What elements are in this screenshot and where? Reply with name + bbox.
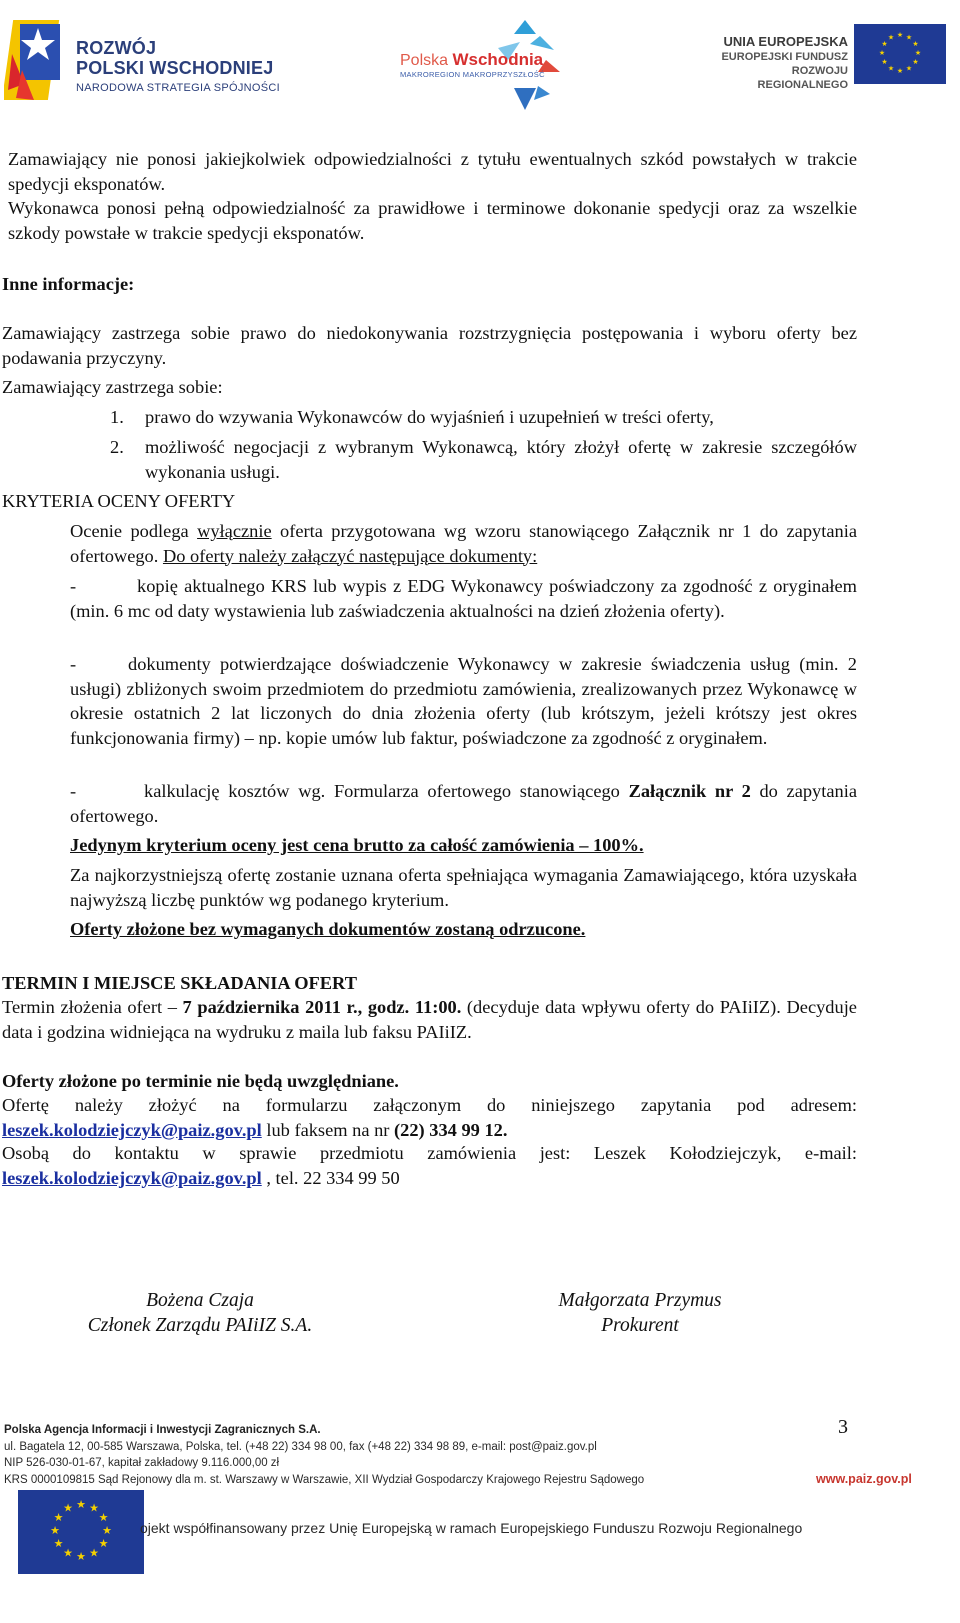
dash-2-marker: -	[70, 654, 77, 674]
rejection-notice: Oferty złożone bez wymaganych dokumentów zostaną odrzucone.	[70, 919, 586, 939]
deadline-paragraph	[2, 995, 857, 1044]
footer-line3: NIP 526-030-01-67, kapitał zakładowy 9.116.000,00 zł	[4, 1457, 280, 1469]
polska-word: Polska	[400, 52, 453, 69]
dash-1-marker: -	[70, 576, 77, 596]
svg-text:★: ★	[878, 49, 886, 57]
signature-right-role: Prokurent	[601, 1315, 679, 1336]
right-to-cancel-paragraph: Zamawiający zastrzega sobie prawo do niedokonywania rozstrzygnięcia postępowania i wyboru oferty bez podawania przyczyny.	[2, 323, 857, 368]
signature-right	[530, 1288, 750, 1338]
contractor-liability-paragraph: Wykonawca ponosi pełną odpowiedzialność za prawidłowe i terminowe dokonanie spedycji oraz za wszelkie szkody powstałe w trakcie spedycji eksponatów.	[8, 198, 857, 243]
footer-line1: Polska Agencja Informacji i Inwestycji Zagranicznych S.A.	[4, 1424, 321, 1436]
wschodnia-word: Wschodnia	[452, 50, 544, 69]
rozwoj-line3: NARODOWA STRATEGIA SPÓJNOŚCI	[76, 82, 280, 94]
rozwoj-line1: ROZWÓJ	[76, 38, 157, 58]
list-item-1-number: 1.	[110, 407, 124, 427]
unia-europejska-logo	[700, 24, 950, 91]
footer-line2: ul. Bagatela 12, 00-585 Warszawa, Polska, tel. (+48 22) 334 98 00, fax (+48 22) 334 98 89, e-mail: post@paiz.gov.pl	[4, 1440, 597, 1453]
svg-text:★: ★	[53, 1511, 64, 1524]
criteria-heading: KRYTERIA OCENY OFERTY	[2, 491, 236, 511]
submission-paragraph	[2, 1093, 857, 1142]
submission-text-a: Ofertę należy złożyć na formularzu załączonym do niniejszego zapytania pod adresem:	[2, 1095, 857, 1115]
dash-3-text	[70, 779, 857, 828]
svg-text:★: ★	[912, 58, 919, 66]
page-number: 3	[838, 1416, 848, 1438]
rozwoj-logo-text	[76, 38, 280, 94]
svg-text:★: ★	[76, 1550, 86, 1563]
sole-criterion: Jedynym kryterium oceny jest cena brutto za całość zamówienia – 100%.	[70, 835, 644, 855]
deadline-heading: TERMIN I MIEJSCE SKŁADANIA OFERT	[2, 973, 357, 993]
ue-line1: UNIA EUROPEJSKA	[723, 34, 848, 49]
dash-1-text: kopię aktualnego KRS lub wypis z EDG Wykonawcy poświadczony za zgodność z oryginałem (min. 6 mc od daty wystawienia lub zaświadczenia aktualności na dzień złożenia oferty).	[70, 576, 857, 621]
svg-text:★: ★	[905, 64, 913, 73]
footer-line4: KRS 0000109815 Sąd Rejonowy dla m. st. Warszawy w Warszawie, XII Wydział Gospodarczy Krajowego Rejestru Sądowego	[4, 1473, 645, 1486]
contact-text-a: Osobą do kontaktu w sprawie przedmiotu zamówienia jest: Leszek Kołodziejczyk, e-mail:	[2, 1143, 857, 1163]
svg-text:★: ★	[63, 1501, 73, 1515]
dash-2-text: dokumenty potwierdzające doświadczenie Wykonawcy w zakresie świadczenia usług (min. 2 usługi) zbliżonych swoim przedmiotem do przedmiotu zamówienia, zrealizowanych przez Wykonawcę w okresie ostatnich 2 lat liczonych do dnia złożenia oferty (lub krótszym, jeżeli krótszy jest okres funkcjonowania firmy) – np. kopie umów lub faktur, poświadczone za zgodność z oryginałem.	[70, 654, 857, 748]
late-offers-notice: Oferty złożone po terminie nie będą uwzględniane.	[2, 1071, 399, 1091]
deadline-date: 7 października 2011 r., godz. 11:00.	[182, 997, 462, 1017]
evaluation-exclusively: wyłącznie	[197, 521, 272, 541]
svg-text:★: ★	[896, 67, 904, 75]
other-info-heading: Inne informacje:	[2, 274, 135, 294]
footer-website: www.paiz.gov.pl	[816, 1472, 912, 1486]
signature-left-role: Członek Zarządu PAIiIZ S.A.	[87, 1315, 313, 1336]
svg-text:★: ★	[98, 1537, 109, 1550]
svg-text:★: ★	[912, 40, 919, 48]
list-item-1-text: prawo do wzywania Wykonawców do wyjaśnień i uzupełnień w treści oferty,	[145, 407, 714, 427]
fax-number: (22) 334 99 12.	[394, 1119, 508, 1140]
svg-text:★: ★	[881, 40, 888, 48]
svg-text:★: ★	[887, 33, 895, 42]
evaluation-paragraph	[70, 519, 857, 568]
dash-3-marker: -	[70, 781, 77, 801]
eu-flag-footer-icon	[18, 1490, 144, 1574]
dash-3-text-a: kalkulację kosztów wg. Formularza ofertowego stanowiącego	[144, 781, 629, 801]
evaluation-text-c: oferta przygotowana wg wzoru stanowiącego Załącznik nr 1 do zapytania ofertowego.	[70, 521, 857, 566]
svg-text:★: ★	[905, 33, 913, 42]
svg-text:★: ★	[89, 1501, 99, 1515]
rozwoj-star-logo-icon	[4, 14, 68, 104]
svg-text:★: ★	[76, 1498, 86, 1511]
svg-text:★: ★	[63, 1546, 73, 1560]
polska-wschodnia-title	[400, 50, 543, 70]
evaluation-text-a: Ocenie podlega	[70, 521, 198, 541]
signature-left	[70, 1288, 330, 1338]
rozwoj-polski-wschodniej-logo	[4, 14, 304, 104]
ue-line3: ROZWOJU REGIONALNEGO	[757, 65, 848, 91]
ue-logo-text	[700, 34, 848, 92]
svg-text:★: ★	[53, 1537, 64, 1550]
required-documents-label: Do oferty należy załączyć następujące dokumenty:	[162, 545, 538, 566]
footer-cofinancing-note: ojekt współfinansowany przez Unię Europejską w ramach Europejskiego Funduszu Rozwoju Regionalnego	[140, 1520, 803, 1536]
polska-wschodnia-subtitle: MAKROREGION MAKROPRZYSZŁOŚĆ	[400, 70, 545, 79]
dash-3-text-c: do zapytania ofertowego.	[70, 781, 857, 826]
signature-left-name: Bożena Czaja	[146, 1290, 254, 1311]
reserves-rights-label: Zamawiający zastrzega sobie:	[2, 377, 223, 397]
submission-email-link[interactable]: leszek.kolodziejczyk@paiz.gov.pl	[2, 1119, 262, 1140]
polska-wschodnia-logo	[398, 20, 588, 112]
ue-line2: EUROPEJSKI FUNDUSZ	[721, 51, 848, 63]
svg-text:★: ★	[887, 64, 895, 73]
contact-phone: , tel. 22 334 99 50	[261, 1167, 400, 1188]
contact-paragraph	[2, 1141, 857, 1190]
eu-flag-icon	[854, 24, 946, 84]
footer-company-info	[4, 1422, 644, 1488]
svg-text:★: ★	[50, 1524, 60, 1537]
svg-text:★: ★	[896, 31, 904, 39]
best-offer-paragraph: Za najkorzystniejszą ofertę zostanie uznana oferta spełniająca wymagania Zamawiającego, która uzyskała najwyższą liczbę punktów wg podanego kryterium.	[70, 865, 857, 910]
rozwoj-line2: POLSKI WSCHODNIEJ	[76, 58, 274, 78]
page-header	[0, 0, 960, 120]
submission-text-b: lub faksem na nr	[261, 1119, 395, 1140]
list-item-2-text: możliwość negocjacji z wybranym Wykonawcą, który złożył ofertę w zakresie szczegółów wykonania usługi.	[145, 437, 857, 482]
svg-text:★: ★	[89, 1546, 99, 1560]
svg-text:★: ★	[881, 58, 888, 66]
attachment-2-label: Załącznik nr 2	[628, 781, 751, 801]
deadline-text-a: Termin złożenia ofert –	[2, 997, 183, 1017]
svg-text:★: ★	[914, 49, 922, 57]
contact-email-link[interactable]: leszek.kolodziejczyk@paiz.gov.pl	[2, 1167, 262, 1188]
liability-paragraph: Zamawiający nie ponosi jakiejkolwiek odpowiedzialności z tytułu ewentualnych szkód powstałych w trakcie spedycji eksponatów.	[8, 149, 857, 194]
deadline-text-c: (decyduje data wpływu oferty do PAIiIZ). Decyduje data i godzina widniejąca na wydruku z maila lub faksu PAIiIZ.	[2, 997, 857, 1042]
signature-right-name: Małgorzata Przymus	[558, 1290, 722, 1311]
svg-text:★: ★	[98, 1511, 109, 1524]
list-item-2-number: 2.	[110, 437, 124, 457]
svg-text:★: ★	[102, 1524, 112, 1537]
